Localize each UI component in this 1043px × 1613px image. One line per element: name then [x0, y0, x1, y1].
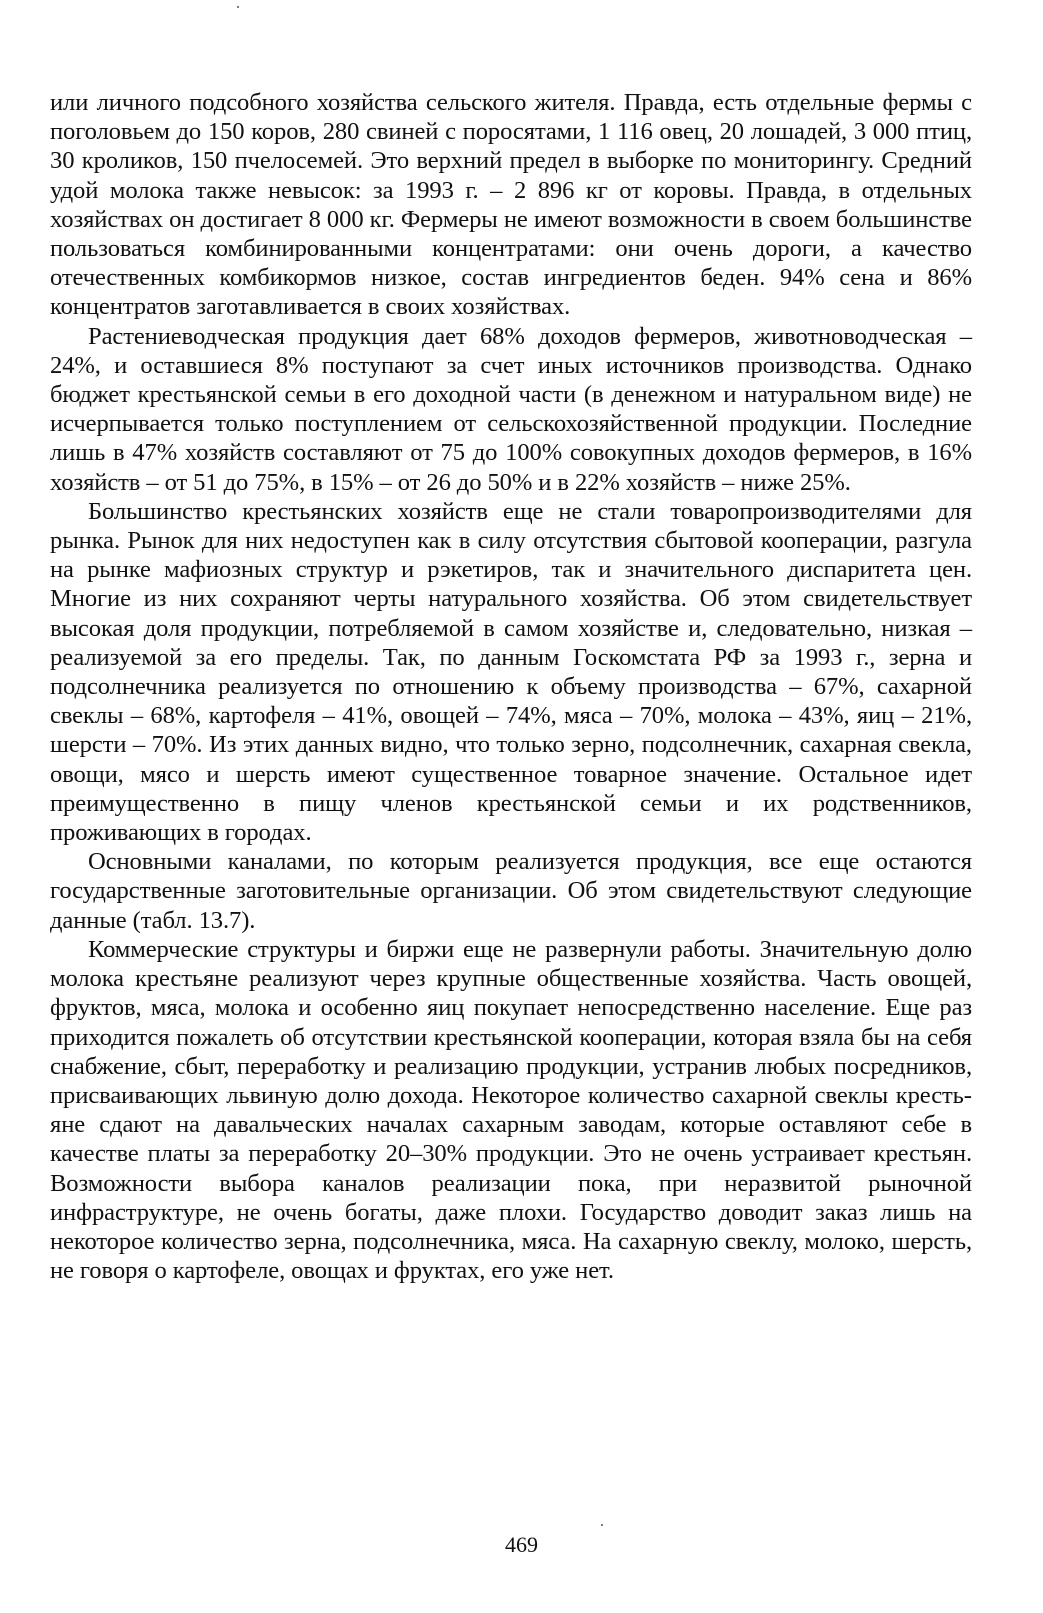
paragraph-3: Большинство крестьянских хозяйств еще не стали товаропроизводителями для рынка. Рынок для них недоступен как в силу отсутствия сбытовой кооперации, разгула на рынке мафиозных структур и рэкетиров, так и значительного диспаритета цен. Многие из них сохраняют черты натурального хозяйства. Об этом свидетельствует высокая доля продукции, потребляемой в самом хозяйстве и, следовательно, низкая – реализуемой за его пределы. Так, по данным Госкомстата РФ за 1993 г., зерна и подсолнечника реализуется по отношению к объему производства – 67%, сахарной свеклы – 68%, картофеля – 41%, овощей – 74%, мяса – 70%, молока – 43%, яиц – 21%, шерсти – 70%. Из этих данных видно, что только зерно, подсолнечник, сахарная свекла, овощи, мясо и шерсть имеют существенное товарное значение. Остальное идет преимущественно в пищу членов крестьянской семьи и их родственников, проживающих в городах. — [50, 497, 972, 847]
paragraph-2: Растениеводческая продукция дает 68% доходов фермеров, животноводческая – 24%, и оставшиеся 8% поступают за счет иных источников производства. Однако бюджет крестьянской семьи в его доходной части (в денежном и натуральном виде) не исчерпывается только поступлением от сельскохозяйственной продукции. Последние лишь в 47% хозяйств составляют от 75 до 100% совокупных доходов фермеров, в 16% хозяйств – от 51 до 75%, в 15% – от 26 до 50% и в 22% хозяйств – ниже 25%. — [50, 322, 972, 496]
paragraph-4: Основными каналами, по которым реализуется продукция, все еще остаются государственные заготовительные организации. Об этом свидетельствуют следующие данные (табл. 13.7). — [50, 848, 972, 934]
scan-speck — [601, 1524, 603, 1526]
page-body — [50, 88, 972, 1285]
paragraph-5: Коммерческие структуры и биржи еще не развернули работы. Значительную долю молока крестьяне реализуют через крупные общественные хозяйства. Часть овощей, фруктов, мяса, молока и особенно яиц покупает непосредственно население. Еще раз приходится пожалеть об отсутствии крестьянской кооперации, которая взяла бы на себя снабжение, сбыт, переработку и реализацию продукции, устранив любых посредников, присваивающих львиную долю дохода. Некоторое количество сахарной свеклы крестьяне сдают на давальческих началах сахарным заводам, которые оставляют себе в качестве платы за переработку 20–30% продукции. Это не очень устраивает крестьян. Возможности выбора каналов реализации пока, при неразвитой рыночной инфраструктуре, не очень богаты, даже плохи. Государство доводит заказ лишь на некоторое количество зерна, подсолнечника, мяса. На сахарную свеклу, молоко, шерсть, не говоря о картофеле, овощах и фруктах, его уже нет. — [50, 935, 972, 1285]
paragraph-1: или личного подсобного хозяйства сельского жителя. Правда, есть отдельные фермы с поголовьем до 150 коров, 280 свиней с поросятами, 1 116 овец, 20 лошадей, 3 000 птиц, 30 кроликов, 150 пчелосемей. Это верхний предел в выборке по мониторингу. Средний удой молока также невысок: за 1993 г. – 2 896 кг от коровы. Правда, в отдельных хозяйствах он достигает 8 000 кг. Фермеры не имеют возможности в своем большинстве пользоваться комбинированными концентратами: они очень дороги, а качество отечественных комбикормов низкое, состав ингредиентов беден. 94% сена и 86% концентратов заготавливается в своих хозяйствах. — [50, 89, 972, 321]
page-number: 469 — [505, 1532, 538, 1557]
scan-speck — [237, 6, 239, 8]
